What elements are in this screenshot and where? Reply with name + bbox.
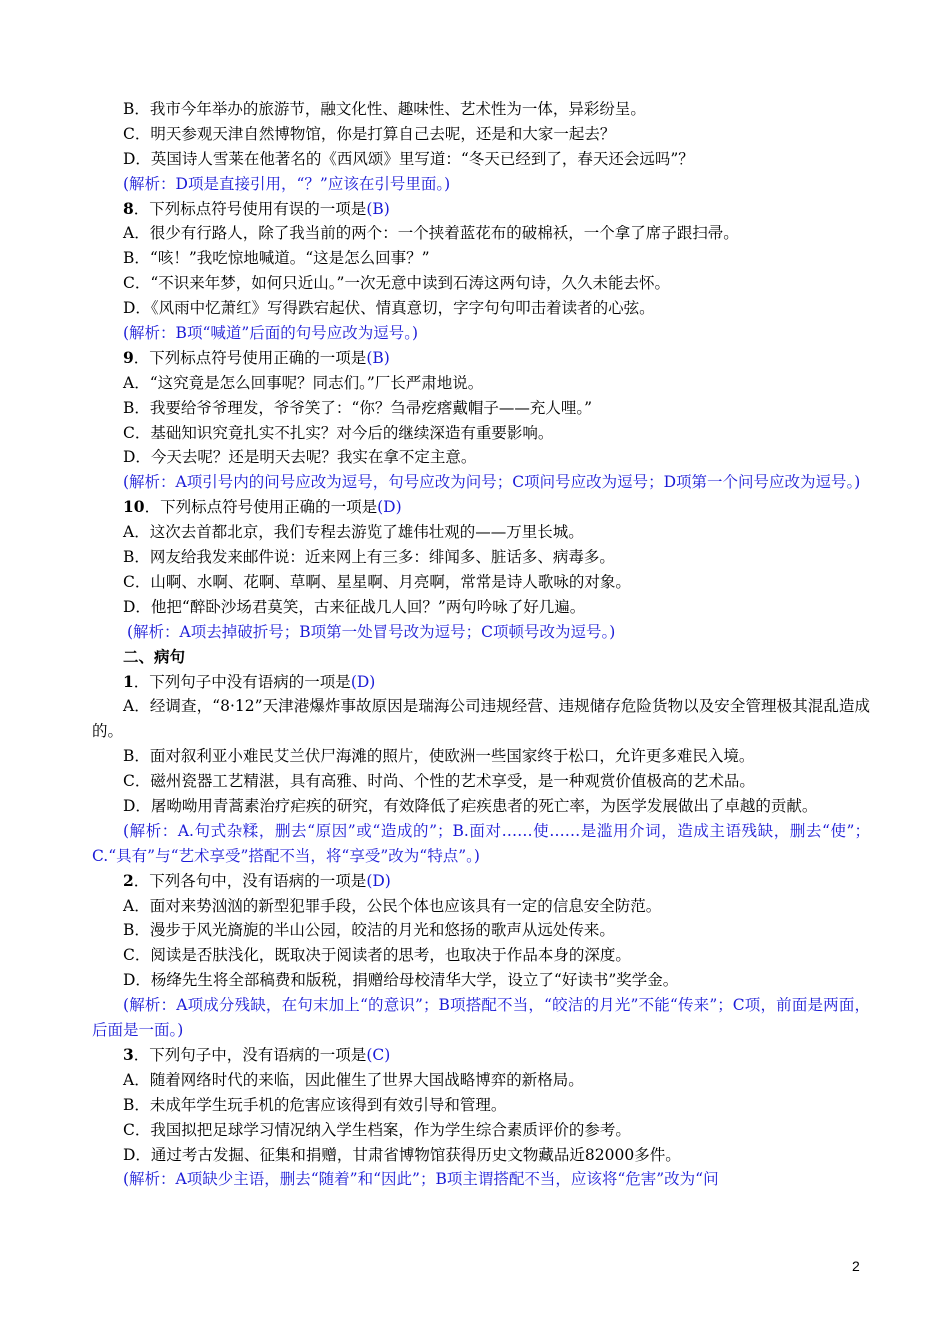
option-line: A．面对来势汹汹的新型犯罪手段，公民个体也应该具有一定的信息安全防范。 xyxy=(123,896,662,915)
question-number: 2 xyxy=(123,870,134,890)
question-number: 10 xyxy=(123,497,145,517)
question-text: ．下列句子中没有语病的一项是 xyxy=(133,672,351,691)
answer-key: (B) xyxy=(366,199,390,218)
option-line: D．他把“醉卧沙场君莫笑，古来征战几人回？”两句吟咏了好几遍。 xyxy=(123,597,586,616)
option-line: C．明天参观天津自然博物馆，你是打算自己去呢，还是和大家一起去？ xyxy=(123,124,616,143)
option-line: C．阅读是否肤浅化，既取决于阅读者的思考，也取决于作品本身的深度。 xyxy=(123,946,631,965)
option-line: B．未成年学生玩手机的危害应该得到有效引导和管理。 xyxy=(123,1095,507,1114)
option-line: C．山啊、水啊、花啊、草啊、星星啊、月亮啊，常常是诗人歌咏的对象。 xyxy=(123,572,631,591)
option-line: D．屠呦呦用青蒿素治疗疟疾的研究，有效降低了疟疾患者的死亡率，为医学发展做出了卓越的贡献。 xyxy=(123,796,818,815)
option-line: B．我市今年举办的旅游节，融文化性、趣味性、艺术性为一体，异彩纷呈。 xyxy=(123,100,646,118)
option-line: B．“咳！”我吃惊地喊道。“这是怎么回事？” xyxy=(123,249,430,268)
option-line: B．面对叙利亚小难民艾兰伏尸海滩的照片，使欧洲一些国家终于松口，允许更多难民入境。 xyxy=(123,747,755,766)
analysis-note: (解析：D项是直接引用，“？”应该在引号里面。) xyxy=(123,174,451,193)
analysis-note: (解析：A项去掉破折号；B项第一处冒号改为逗号；C项顿号改为逗号。) xyxy=(127,622,616,641)
option-line: D．杨绛先生将全部稿费和版税，捐赠给母校清华大学，设立了“好读书”奖学金。 xyxy=(123,971,679,990)
question-10 xyxy=(92,495,870,520)
question-number: 9 xyxy=(123,347,134,367)
option-line: D．《风雨中忆萧红》写得跌宕起伏、情真意切，字字句句叩击着读者的心弦。 xyxy=(123,299,655,318)
option-line: A．经调查，“8·12”天津港爆炸事故原因是瑞海公司违规经营、违规储存危险货物以及安全管理极其混乱造成的。 xyxy=(92,697,870,741)
option-line: A．“这究竟是怎么回事呢？同志们。”厂长严肃地说。 xyxy=(123,373,484,392)
analysis-note: (解析：B项“喊道”后面的句号应改为逗号。) xyxy=(123,324,419,343)
question-text: ．下列各句中，没有语病的一项是 xyxy=(133,871,367,890)
answer-key: (B) xyxy=(366,348,390,367)
sentence-question-3 xyxy=(92,1043,870,1068)
answer-key: (D) xyxy=(377,498,402,517)
question-text: ．下列标点符号使用正确的一项是 xyxy=(133,348,367,367)
option-line: B．漫步于风光旖旎的半山公园，皎洁的月光和悠扬的歌声从远处传来。 xyxy=(123,921,615,940)
option-line: A．随着网络时代的来临，因此催生了世界大国战略博弈的新格局。 xyxy=(123,1070,584,1089)
option-line: D．今天去呢？还是明天去呢？我实在拿不定主意。 xyxy=(123,448,477,467)
question-8 xyxy=(92,197,870,222)
answer-key: (D) xyxy=(350,672,376,691)
page-number: 2 xyxy=(852,1258,860,1274)
option-line: C．“不识来年梦，如何只近山。”一次无意中读到石涛这两句诗，久久未能去怀。 xyxy=(123,274,670,293)
option-line: C．我国拟把足球学习情况纳入学生档案，作为学生综合素质评价的参考。 xyxy=(123,1120,631,1139)
option-line: C．基础知识究竟扎实不扎实？对今后的继续深造有重要影响。 xyxy=(123,423,554,442)
analysis-note: (解析：A.句式杂糅，删去“原因”或“造成的”；B.面对……使……是滥用介词，造成主语残缺，删去“使”；C.“具有”与“艺术享受”搭配不当，将“享受”改为“特点”。) xyxy=(92,821,870,865)
analysis-note: (解析：A项引号内的问号应改为逗号，句号应改为问号；C项问号应改为逗号；D项第一个问号应改为逗号。) xyxy=(123,473,861,492)
option-line: B．网友给我发来邮件说：近来网上有三多：绯闻多、脏话多、病毒多。 xyxy=(123,548,615,567)
analysis-note: (解析：A项缺少主语，删去“随着”和“因此”；B项主谓搭配不当，应该将“危害”改为“问 xyxy=(123,1170,719,1189)
question-number: 1 xyxy=(123,671,134,691)
analysis-note: (解析：A项成分残缺，在句末加上“的意识”；B项搭配不当，“皎洁的月光”不能“传来”；C项，前面是两面，后面是一面。) xyxy=(92,996,870,1040)
option-line: D．通过考古发掘、征集和捐赠，甘肃省博物馆获得历史文物藏品近82000多件。 xyxy=(123,1145,681,1164)
answer-key: (C) xyxy=(366,1045,391,1064)
section-heading: 二、病句 xyxy=(123,646,186,666)
option-line: B．我要给爷爷理发，爷爷笑了：“你？刍帚疙瘩戴帽子——充人哩。” xyxy=(123,398,592,417)
option-line: A．这次去首都北京，我们专程去游览了雄伟壮观的——万里长城。 xyxy=(123,523,584,542)
question-text: ．下列标点符号使用正确的一项是 xyxy=(144,498,378,517)
page-content xyxy=(92,97,870,1192)
option-line: D．英国诗人雪莱在他著名的《西风颂》里写道：“冬天已经到了，春天还会远吗”？ xyxy=(123,149,694,168)
option-line: A．很少有行路人，除了我当前的两个：一个挟着蓝花布的破棉袄，一个拿了席子跟扫帚。 xyxy=(123,224,739,243)
question-text: ．下列标点符号使用有误的一项是 xyxy=(133,199,367,218)
question-9 xyxy=(92,346,870,371)
answer-key: (D) xyxy=(366,871,391,890)
question-number: 3 xyxy=(123,1044,134,1064)
question-text: ．下列句子中，没有语病的一项是 xyxy=(133,1045,367,1064)
option-line: C．磁州瓷器工艺精湛，具有高雅、时尚、个性的艺术享受，是一种观赏价值极高的艺术品。 xyxy=(123,772,755,791)
sentence-question-1 xyxy=(92,670,870,695)
sentence-question-2 xyxy=(92,869,870,894)
question-number: 8 xyxy=(123,198,134,218)
